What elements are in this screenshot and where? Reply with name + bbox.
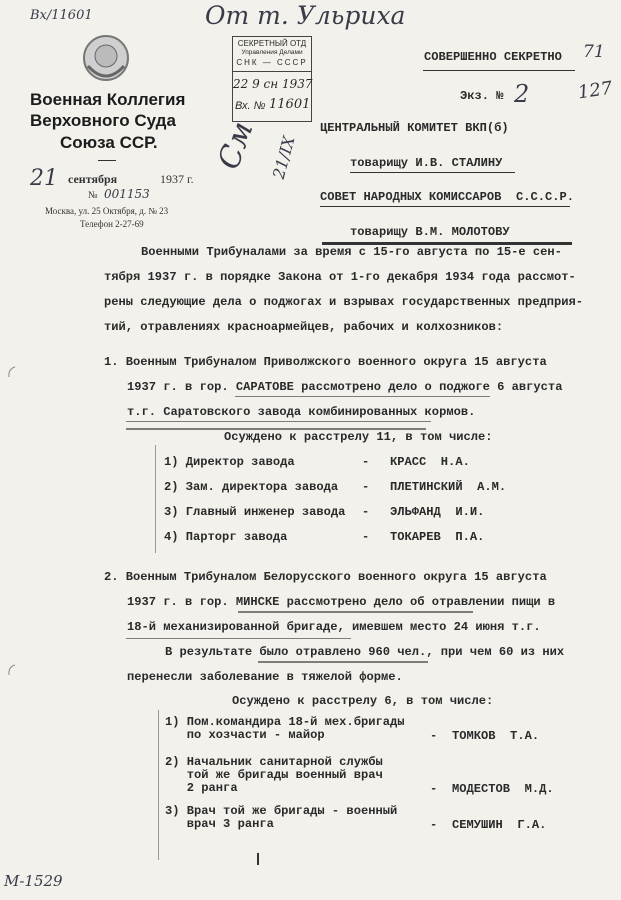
ussr-emblem-icon <box>78 30 134 86</box>
case1-line: т.г. Саратовского завода комбинированных кормов. <box>127 405 476 419</box>
stamp-in-number: 11601 <box>269 97 311 112</box>
case2-sentence: Осуждено к расстрелу 6, в том числе: <box>232 694 494 708</box>
case2-line: 18-й механизированной бригаде, имевшем место 24 июня т.г. <box>127 620 541 634</box>
date-day: 21 <box>30 166 58 191</box>
letterhead-line-1: Военная Коллегия <box>30 90 186 109</box>
case1-convict-role: 4) Парторг завода <box>164 530 288 544</box>
dash: - <box>362 480 370 494</box>
address: Москва, ул. 25 Октября, д. № 23 <box>45 206 169 216</box>
addressee-sovnarkom: СОВЕТ НАРОДНЫХ КОМИССАРОВ С.С.С.Р. <box>320 190 575 204</box>
copy-label: Экз. № <box>460 89 504 103</box>
margin-line <box>158 710 159 860</box>
stamp-line-3: СНК — СССР <box>233 58 311 72</box>
addressee-stalin: товарищу И.В. СТАЛИНУ <box>350 156 503 170</box>
role-line: той же бригады военный врач <box>165 768 383 782</box>
date-year: 1937 г. <box>160 172 194 186</box>
page-number-handwritten: 71 <box>583 42 605 62</box>
case1-convict-role: 3) Главный инженер завода <box>164 505 346 519</box>
case1-convict-role: 2) Зам. директора завода <box>164 480 339 494</box>
role-line: врач 3 ранга <box>165 817 274 831</box>
stamp-line-2: Управления Делами <box>241 49 303 56</box>
stamp-date: 22 9 сн 1937 <box>233 77 313 91</box>
intro-line: тября 1937 г. в порядке Закона от 1-го декабря 1934 года рассмот- <box>104 270 576 284</box>
phone: Телефон 2-27-69 <box>80 219 144 229</box>
stamp-in-label: Вх. № <box>235 100 266 112</box>
archive-number: М-1529 <box>4 872 63 890</box>
intro-line: Военными Трибуналами за время с 15-го августа по 15-е сен- <box>141 245 562 259</box>
punch-hole-marks <box>5 365 17 685</box>
underline <box>350 172 515 173</box>
copy-number: 2 <box>514 80 530 108</box>
role-line: 3) Врач той же бригады - военный <box>165 804 398 818</box>
case1-convict-role: 1) Директор завода <box>164 455 295 469</box>
case2-convict-name: МОДЕСТОВ М.Д. <box>452 782 554 796</box>
date-note-handwritten: 21/IX <box>268 134 299 181</box>
underline <box>320 206 570 207</box>
dash: - <box>430 729 438 743</box>
addressee-central-committee: ЦЕНТРАЛЬНЫЙ КОМИТЕТ ВКП(б) <box>320 121 509 135</box>
divider <box>98 160 116 161</box>
case2-line: 1937 г. в гор. МИНСКЕ рассмотрено дело об отравлении пищи в <box>127 595 556 609</box>
letterhead-line-3: Союза ССР. <box>60 133 158 152</box>
date-month: сентября <box>68 172 118 186</box>
dash: - <box>362 505 370 519</box>
case2-result-line: В результате было отравлено 960 чел., при чем 60 из них <box>165 645 565 659</box>
dash: - <box>430 782 438 796</box>
case2-convict-role <box>165 716 405 742</box>
outgoing-number: 001153 <box>104 187 150 201</box>
role-line: 1) Пом.командира 18-й мех.бригады <box>165 715 405 729</box>
secret-dept-stamp <box>232 36 312 122</box>
role-line: 2) Начальник санитарной службы <box>165 755 383 769</box>
intro-line: рены следующие дела о поджогах и взрывах государственных предприя- <box>104 295 583 309</box>
incoming-number-handwritten: Вх/11601 <box>30 8 93 23</box>
pencil-underline <box>258 661 428 663</box>
case2-convict-role <box>165 756 383 795</box>
role-line: 2 ранга <box>165 781 238 795</box>
classification-underline <box>423 70 575 71</box>
intro-line: тий, отравлениях красноармейцев, рабочих и колхозников: <box>104 320 504 334</box>
folio-handwritten: 127 <box>576 77 614 104</box>
case1-convict-name: ПЛЕТИНСКИЙ А.М. <box>390 480 507 494</box>
from-ulrikh-handwritten: От т. Ульриха <box>205 1 406 30</box>
case1-convict-name: КРАСС Н.А. <box>390 455 470 469</box>
mark <box>257 853 259 865</box>
case2-line: 2. Военным Трибуналом Белорусского военного округа 15 августа <box>104 570 547 584</box>
classification-label: СОВЕРШЕННО СЕКРЕТНО <box>424 50 562 64</box>
margin-line <box>155 445 156 553</box>
case1-sentence: Осуждено к расстрелу 11, в том числе: <box>224 430 493 444</box>
letterhead-line-2: Верховного Суда <box>30 111 176 130</box>
case1-line: 1937 г. в гор. САРАТОВЕ рассмотрено дело о поджоге 6 августа <box>127 380 563 394</box>
pencil-underline <box>238 611 473 613</box>
case1-line: 1. Военным Трибуналом Приволжского военного округа 15 августа <box>104 355 547 369</box>
number-label: № <box>88 190 98 201</box>
case2-convict-name: СЕМУШИН Г.А. <box>452 818 547 832</box>
role-line: по хозчасти - майор <box>165 728 325 742</box>
case2-convict-name: ТОМКОВ Т.А. <box>452 729 540 743</box>
pencil-underline <box>126 421 431 422</box>
stamp-line-1: СЕКРЕТНЫЙ ОТД <box>237 39 307 48</box>
case1-convict-name: ТОКАРЕВ П.А. <box>390 530 485 544</box>
case2-convict-role <box>165 805 397 831</box>
pencil-underline <box>235 396 490 397</box>
pencil-underline <box>126 638 351 639</box>
dash: - <box>430 818 438 832</box>
case2-result-line: перенесли заболевание в тяжелой форме. <box>127 670 403 684</box>
signature-handwritten: См <box>211 117 261 174</box>
case1-convict-name: ЭЛЬФАНД И.И. <box>390 505 485 519</box>
dash: - <box>362 530 370 544</box>
dash: - <box>362 455 370 469</box>
addressee-molotov: товарищу В.М. МОЛОТОВУ <box>350 225 510 239</box>
